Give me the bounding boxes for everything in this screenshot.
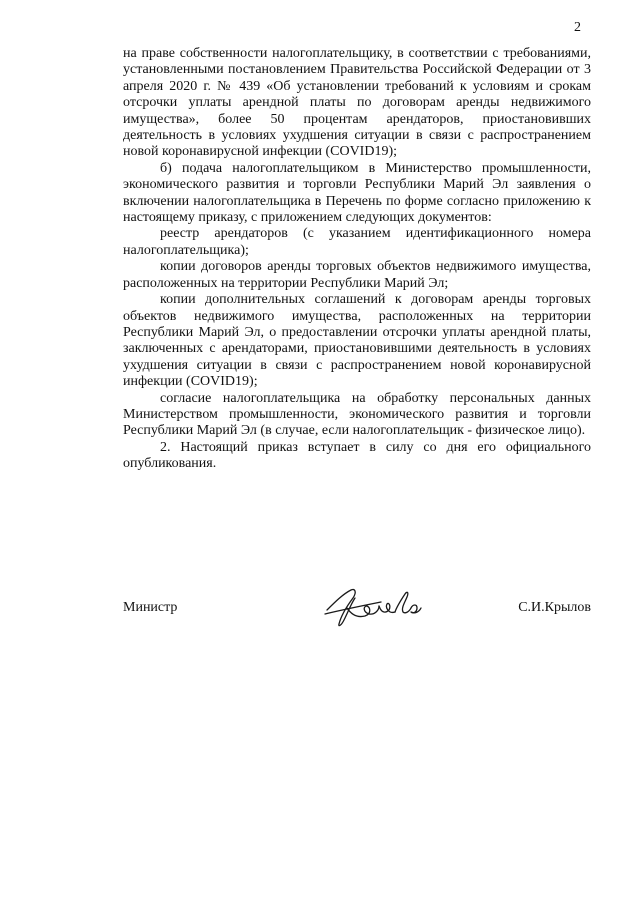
paragraph-effective-date: 2. Настоящий приказ вступает в силу со дня его официального опубликования. [123,439,591,472]
paragraph-continuation: на праве собственности налогоплательщику, в соответствии с требованиями, установленными постановлением Правительства Российской Федерации от 3 апреля 2020 г. № 439 «Об установлении требований к условиям и срокам отсрочки уплаты арендной платы по договорам аренды недвижимого имущества», более 50 процентам арендаторов, приостановивших деятельность в условиях ухудшения ситуации в связи с распространением новой коронавирусной инфекции (COVID19); [123,46,591,160]
position-title: Министр [123,600,178,615]
signer-name: С.И.Крылов [518,600,591,615]
paragraph-lease-copies: копии договоров аренды торговых объектов недвижимого имущества, расположенных на территории Республики Марий Эл; [123,259,591,291]
paragraph-item-b: б) подача налогоплательщиком в Министерство промышленности, экономического развития и торговли Республики Марий Эл заявления о включении налогоплательщика в Перечень по форме согласно приложению к настоящему приказу, с приложением следующих документов: [123,160,591,226]
paragraph-tenant-registry: реестр арендаторов (с указанием идентификационного номера налогоплательщика); [123,226,591,258]
paragraph-personal-data-consent: согласие налогоплательщика на обработку персональных данных Министерством промышленности, экономического развития и торговли Республики Марий Эл (в случае, если налогоплательщик - физическое лицо). [123,390,591,439]
document-body [123,46,591,473]
paragraph-supplementary-agreements: копии дополнительных соглашений к договорам аренды торговых объектов недвижимого имущества, расположенных на территории Республики Марий Эл, о предоставлении отсрочки уплаты арендной платы, заключенных с арендаторами, приостановившими деятельность в условиях ухудшения ситуации в связи с распространением новой коронавирусной инфекции (COVID19); [123,292,591,390]
handwritten-signature [321,584,425,628]
page-number: 2 [574,20,581,35]
signature-block [123,584,591,644]
